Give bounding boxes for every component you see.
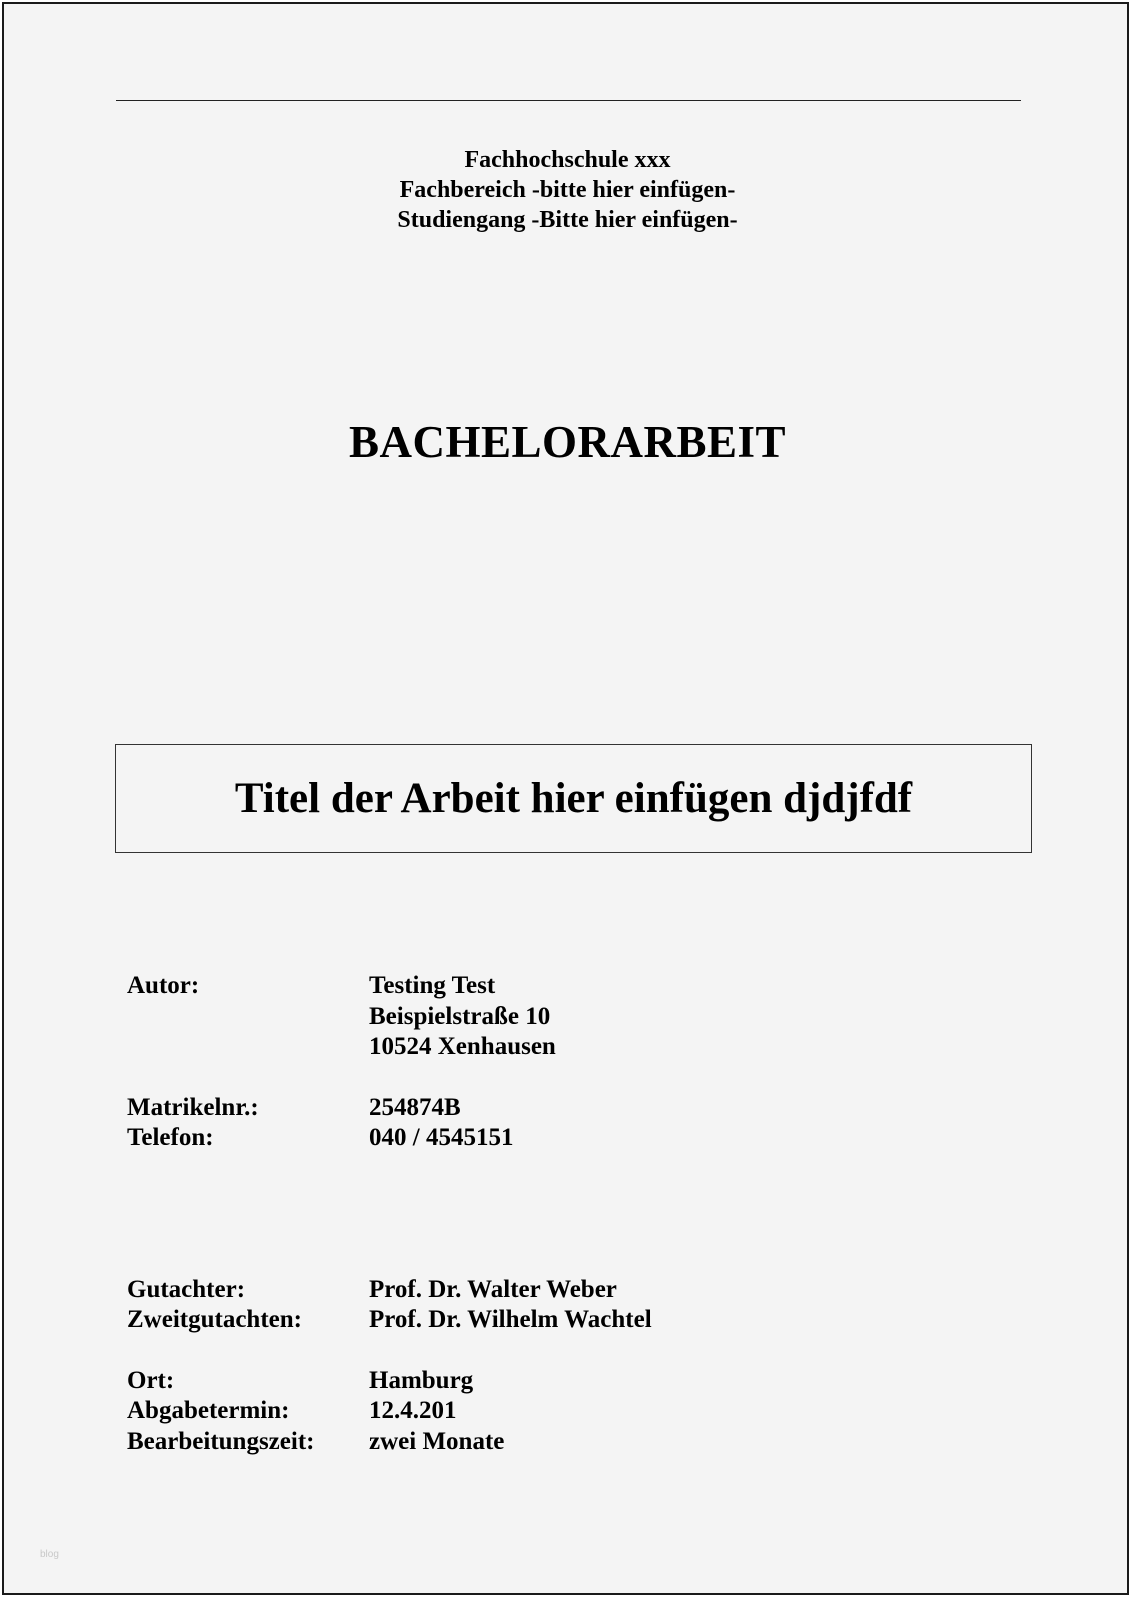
duration-row [127,1427,652,1458]
reviewer-label: Gutachter: [127,1275,246,1303]
author-street: Beispielstraße 10 [369,1002,551,1030]
info-grid [127,971,652,1457]
second-reviewer-value: Prof. Dr. Wilhelm Wachtel [369,1306,652,1333]
place-row [127,1366,652,1397]
matriculation-value: 254874B [369,1093,461,1121]
top-rule [116,100,1021,101]
deadline-value: 12.4.201 [369,1397,457,1424]
title-page [2,2,1129,1595]
author-label: Autor: [127,972,200,999]
school-name: Fachhochschule xxx [464,147,671,173]
duration-value: zwei Monate [369,1427,505,1455]
matriculation-row [127,1093,652,1124]
author-row [127,971,652,1002]
reviewer-row [127,1275,652,1306]
second-reviewer-label: Zweitgutachten: [127,1306,302,1333]
place-value: Hamburg [369,1366,474,1394]
author-name: Testing Test [369,972,496,999]
phone-value: 040 / 4545151 [369,1124,514,1151]
watermark: blog [40,1549,59,1560]
author-street-row [127,1002,652,1033]
institution-header [4,145,1131,235]
deadline-label: Abgabetermin: [127,1397,290,1424]
matriculation-label: Matrikelnr.: [127,1093,259,1121]
document-type: BACHELORARBEIT [348,417,787,467]
duration-label: Bearbeitungszeit: [127,1427,315,1455]
thesis-title-box [115,744,1032,853]
department-name: Fachbereich -bitte hier einfügen- [399,177,736,203]
second-reviewer-row [127,1305,652,1336]
author-city-row [127,1032,652,1063]
deadline-row [127,1396,652,1427]
phone-label: Telefon: [127,1124,214,1151]
program-name: Studiengang -Bitte hier einfügen- [397,207,738,233]
author-city: 10524 Xenhausen [369,1033,556,1060]
place-label: Ort: [127,1366,175,1394]
reviewer-value: Prof. Dr. Walter Weber [369,1275,617,1303]
phone-row [127,1123,652,1154]
thesis-title: Titel der Arbeit hier einfügen djdjfdf [234,774,913,822]
